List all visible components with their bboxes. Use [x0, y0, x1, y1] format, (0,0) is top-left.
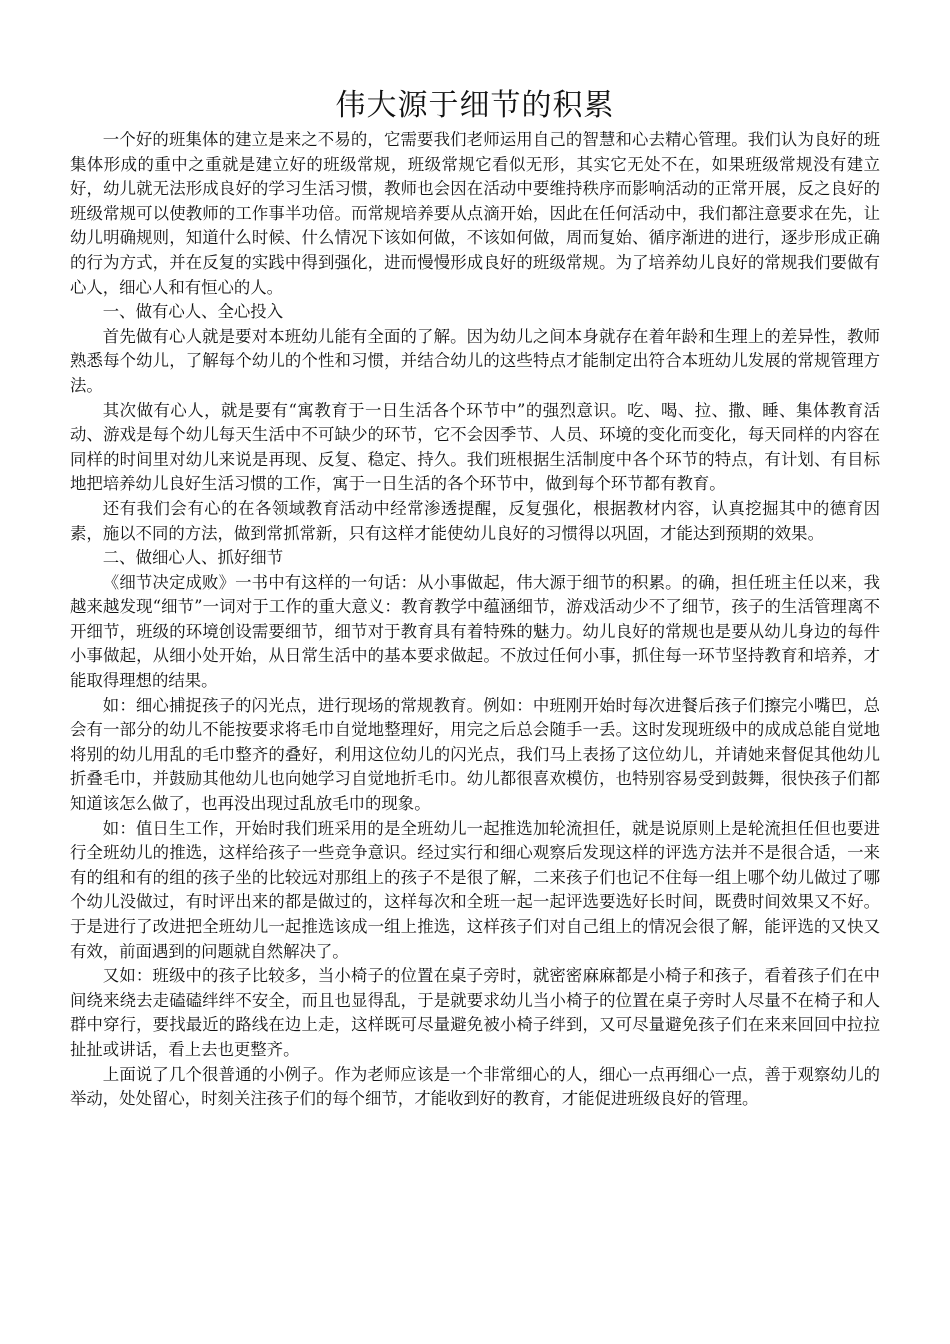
paragraph: 其次做有心人，就是要有“寓教育于一日生活各个环节中”的强烈意识。吃、喝、拉、撒、睡、集体教育活动、游戏是每个幼儿每天生活中不可缺少的环节，它不会因季节、人员、环境的变化而变化，每天同样的内容在同样的时间里对幼儿来说是再现、反复、稳定、持久。我们班根据生活制度中各个环节的特点，有计划、有目标地把培养幼儿良好生活习惯的工作，寓于一日生活的各个环节中，做到每个环节都有教育。: [70, 400, 880, 494]
document-body: [70, 128, 880, 1112]
paragraph: 还有我们会有心的在各领域教育活动中经常渗透提醒，反复强化，根据教材内容，认真挖掘其中的德育因素，施以不同的方法，做到常抓常新，只有这样才能使幼儿良好的习惯得以巩固，才能达到预期的效果。: [70, 498, 880, 543]
paragraph: 又如：班级中的孩子比较多，当小椅子的位置在桌子旁时，就密密麻麻都是小椅子和孩子，看着孩子们在中间绕来绕去走磕磕绊绊不安全，而且也显得乱，于是就要求幼儿当小椅子的位置在桌子旁时人尽量不在椅子和人群中穿行，要找最近的路线在边上走，这样既可尽量避免被小椅子绊到，又可尽量避免孩子们在来来回回中拉拉扯扯或讲话，看上去也更整齐。: [70, 966, 880, 1059]
section-heading-2: 二、做细心人、抓好细节: [102, 548, 284, 568]
paragraph: 如：细心捕捉孩子的闪光点，进行现场的常规教育。例如：中班刚开始时每次进餐后孩子们擦完小嘴巴，总会有一部分的幼儿不能按要求将毛巾自觉地整理好，用完之后总会随手一丢。这时发现班级中的成成总能自觉地将别的幼儿用乱的毛巾整齐的叠好，利用这位幼儿的闪光点，我们马上表扬了这位幼儿，并请她来督促其他幼儿折叠毛巾，并鼓励其他幼儿也向她学习自觉地折毛巾。幼儿都很喜欢模仿，也特别容易受到鼓舞，很快孩子们都知道该怎么做了，也再没出现过乱放毛巾的现象。: [70, 695, 880, 814]
paragraph: 《细节决定成败》一书中有这样的一句话：从小事做起，伟大源于细节的积累。的确，担任班主任以来，我越来越发现“细节”一词对于工作的重大意义：教育教学中蕴涵细节，游戏活动少不了细节，孩子的生活管理离不开细节，班级的环境创设需要细节，细节对于教育具有着特殊的魅力。幼儿良好的常规也是要从幼儿身边的每件小事做起，从细小处开始，从日常生活中的基本要求做起。不放过任何小事，抓住每一环节坚持教育和培养，才能取得理想的结果。: [70, 572, 880, 691]
paragraph-intro: 一个好的班集体的建立是来之不易的，它需要我们老师运用自己的智慧和心去精心管理。我们认为良好的班集体形成的重中之重就是建立好的班级常规，班级常规它看似无形，其实它无处不在，如果班级常规没有建立好，幼儿就无法形成良好的学习生活习惯，教师也会因在活动中要维持秩序而影响活动的正常开展，反之良好的班级常规可以使教师的工作事半功倍。而常规培养要从点滴开始，因此在任何活动中，我们都注意要求在先，让幼儿明确规则，知道什么时候、什么情况下该如何做，不该如何做，周而复始、循序渐进的进行，逐步形成正确的行为方式，并在反复的实践中得到强化，进而慢慢形成良好的班级常规。为了培养幼儿良好的常规我们要做有心人，细心人和有恒心的人。: [70, 130, 880, 297]
paragraph: 如：值日生工作，开始时我们班采用的是全班幼儿一起推选加轮流担任，就是说原则上是轮流担任但也要进行全班幼儿的推选，这样给孩子一些竞争意识。经过实行和细心观察后发现这样的评选方法并不是很合适，一来有的组和有的组的孩子坐的比较远对那组上的孩子不是很了解，二来孩子们也记不住每一组上哪个幼儿做过了哪个幼儿没做过，有时评出来的都是做过的，这样每次和全班一起一起评选要选好长时间，既费时间效果又不好。于是进行了改进把全班幼儿一起推选该成一组上推选，这样孩子们对自己组上的情况会很了解，能评选的又快又有效，前面遇到的问题就自然解决了。: [70, 818, 880, 961]
paragraph: 首先做有心人就是要对本班幼儿能有全面的了解。因为幼儿之间本身就存在着年龄和生理上的差异性，教师熟悉每个幼儿，了解每个幼儿的个性和习惯，并结合幼儿的这些特点才能制定出符合本班幼儿发展的常规管理方法。: [70, 326, 880, 395]
document-title: 伟大源于细节的积累: [335, 88, 615, 123]
paragraph-conclusion: 上面说了几个很普通的小例子。作为老师应该是一个非常细心的人，细心一点再细心一点，善于观察幼儿的举动，处处留心，时刻关注孩子们的每个细节，才能收到好的教育，才能促进班级良好的管理。: [70, 1064, 880, 1109]
document-page: [70, 84, 880, 1112]
section-heading-1: 一、做有心人、全心投入: [102, 302, 284, 322]
